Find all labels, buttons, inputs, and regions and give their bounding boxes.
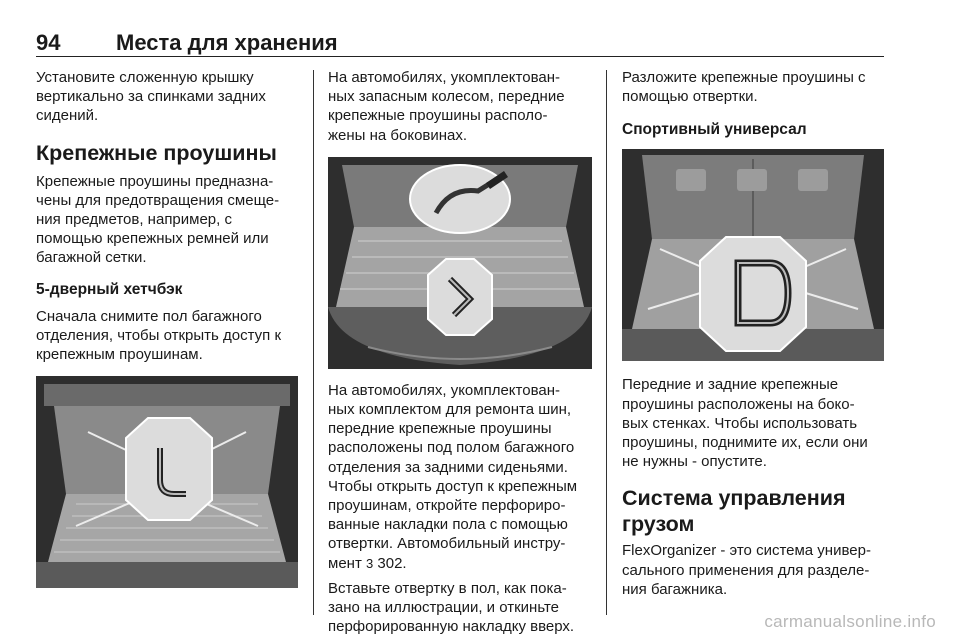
hatchback-text: Сначала снимите пол багажного отделения, чтобы открыть доступ к крепежным проушинам. [36,307,282,364]
repair-kit-text: На автомобилях, укомплектован- ных комплектом для ремонта шин, передние крепежные проушины расположены под полом багажного отделения за задними сиденьями. Чтобы открыть доступ к крепежным проушинам, откройте перфориро- ванные накладки пола с помощью отвертки. Автомобильный инстру- мент 3 302. [328,381,578,572]
subheading-hatchback: 5-дверный хетчбэк [36,280,183,298]
column-1 [36,68,300,588]
figure-sports-tourer-trunk [622,149,884,361]
sports-tourer-text: Передние и задние крепежные проушины расположены на боко- вых стенках. Чтобы использовать проушины, поднимите их, если они не нужны - опустите. [622,376,868,471]
figure-hatchback-trunk [36,376,298,588]
eyelets-description: Крепежные проушины предназна- чены для предотвращения смеще- ния предметов, например, с помощью крепежных ремней или багажной сетки. [36,172,280,267]
section-heading-eyelets: Крепежные проушины [36,140,277,165]
column-divider-1 [313,70,314,615]
watermark: carmanualsonline.info [764,612,936,631]
page-title: Места для хранения [116,30,338,55]
column-2 [328,68,594,636]
subheading-sports-tourer: Спортивный универсал [622,121,807,139]
figure-screwdriver-cover [328,157,592,369]
column-divider-2 [606,70,607,615]
page-number: 94 [36,30,61,55]
section-heading-cargo-management: Система управления грузом [622,486,846,537]
column-3 [622,68,892,599]
unfold-eyelets-text: Разложите крепежные проушины с помощью отвертки. [622,69,866,106]
header-rule [36,56,884,57]
flexorganizer-text: FlexOrganizer - это система универ- сального применения для разделе- ния багажника. [622,542,871,598]
screwdriver-text: Вставьте отвертку в пол, как пока- зано на иллюстрации, и откиньте перфорированную накладку вверх. [328,579,575,636]
intro-text: Установите сложенную крышку вертикально за спинками задних сидений. [36,69,266,125]
spare-wheel-text: На автомобилях, укомплектован- ных запасным колесом, передние крепежные проушины располо- жены на боковинах. [328,69,565,144]
page-reference-icon: 3 [365,555,374,571]
